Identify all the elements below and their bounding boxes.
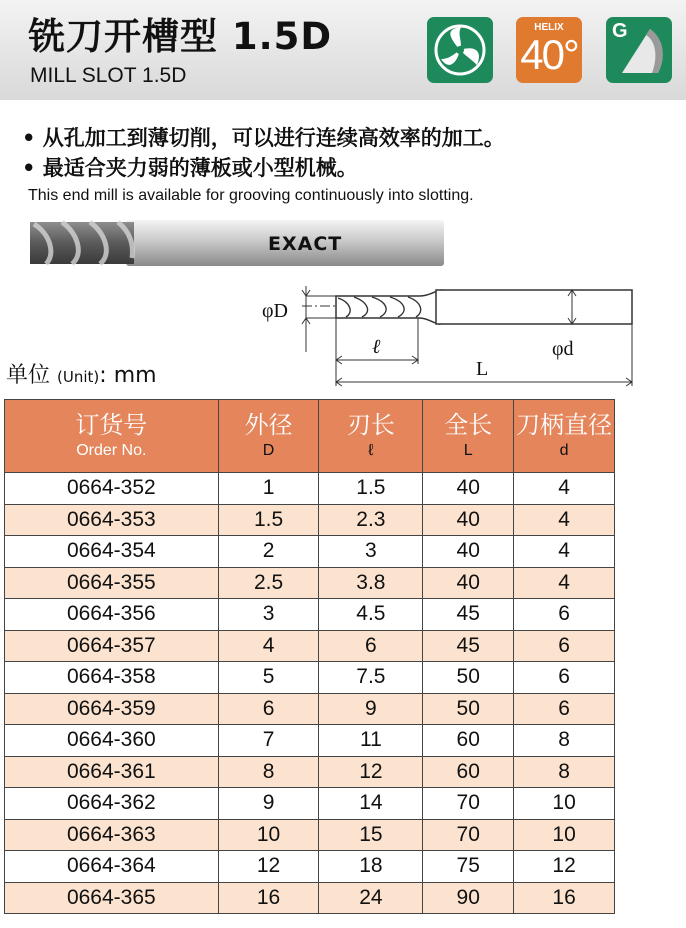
shank-diameter-cell: 8 — [514, 756, 615, 788]
table-row — [5, 788, 615, 820]
shank-diameter-cell: 10 — [514, 819, 615, 851]
helix-angle-badge — [516, 17, 582, 83]
unit-prefix: 单位 — [6, 363, 51, 388]
flute-length-cell: 24 — [319, 882, 423, 914]
order-no-cell: 0664-364 — [5, 851, 219, 883]
dim-flute-length: ℓ — [372, 336, 381, 358]
order-no-cell: 0664-362 — [5, 788, 219, 820]
order-no-cell: 0664-365 — [5, 882, 219, 914]
table-row — [5, 725, 615, 757]
table-row — [5, 630, 615, 662]
table-row — [5, 693, 615, 725]
outer-diameter-cell: 5 — [218, 662, 319, 694]
header-cn: 订货号 — [75, 411, 148, 439]
outer-diameter-cell: 1 — [218, 473, 319, 505]
outer-diameter-cell: 10 — [218, 819, 319, 851]
grade-label: G — [612, 20, 628, 42]
outer-diameter-cell: 7 — [218, 725, 319, 757]
end-mill-photo — [26, 214, 446, 276]
table-row — [5, 504, 615, 536]
order-no-cell: 0664-363 — [5, 819, 219, 851]
table-row — [5, 756, 615, 788]
shank-diameter-cell: 10 — [514, 788, 615, 820]
header-en: ℓ — [368, 442, 374, 459]
outer-diameter-cell: 2.5 — [218, 567, 319, 599]
header-order-no — [5, 400, 219, 473]
outer-diameter-cell: 6 — [218, 693, 319, 725]
flute-length-cell: 14 — [319, 788, 423, 820]
header-cn: 全长 — [444, 411, 493, 439]
overall-length-cell: 45 — [423, 630, 514, 662]
header-cn: 外径 — [244, 411, 293, 439]
flute-length-cell: 18 — [319, 851, 423, 883]
header-shank-diameter — [514, 400, 615, 473]
flute-length-cell: 2.3 — [319, 504, 423, 536]
header-en: D — [262, 442, 275, 459]
overall-length-cell: 90 — [423, 882, 514, 914]
table-row — [5, 662, 615, 694]
shank-diameter-cell: 6 — [514, 662, 615, 694]
order-no-cell: 0664-361 — [5, 756, 219, 788]
outer-diameter-cell: 16 — [218, 882, 319, 914]
order-no-cell: 0664-354 — [5, 536, 219, 568]
helix-angle-value: 40° — [520, 31, 578, 78]
overall-length-cell: 70 — [423, 788, 514, 820]
shank-diameter-cell: 6 — [514, 693, 615, 725]
flute-length-cell: 6 — [319, 630, 423, 662]
order-no-cell: 0664-352 — [5, 473, 219, 505]
flute-length-cell: 3 — [319, 536, 423, 568]
dim-overall-length: L — [476, 358, 489, 380]
dim-shank-diameter: φd — [552, 338, 574, 360]
header-bar — [0, 0, 686, 100]
end-mill-icon — [427, 17, 493, 83]
feature-bullet-2: • 最适合夹力弱的薄板或小型机械。 — [22, 156, 358, 180]
title-english: MILL SLOT 1.5D — [30, 64, 187, 87]
order-no-cell: 0664-353 — [5, 504, 219, 536]
overall-length-cell: 60 — [423, 756, 514, 788]
header-flute-length — [319, 400, 423, 473]
flute-length-cell: 4.5 — [319, 599, 423, 631]
specification-table — [4, 399, 615, 914]
overall-length-cell: 50 — [423, 662, 514, 694]
shank-diameter-cell: 6 — [514, 630, 615, 662]
shank-diameter-cell: 4 — [514, 504, 615, 536]
flute-length-cell: 1.5 — [319, 473, 423, 505]
title-chinese: 铣刀开槽型 1.5D — [28, 15, 333, 58]
shank-diameter-cell: 16 — [514, 882, 615, 914]
grade-g-icon — [606, 17, 672, 83]
header-overall-length — [423, 400, 514, 473]
table-row — [5, 599, 615, 631]
dimension-diagram — [250, 284, 650, 398]
header-en: d — [559, 442, 569, 459]
shank-diameter-cell: 12 — [514, 851, 615, 883]
order-no-cell: 0664-355 — [5, 567, 219, 599]
outer-diameter-cell: 1.5 — [218, 504, 319, 536]
brand-label: EXACT — [268, 233, 343, 255]
header-cn: 刃长 — [346, 411, 395, 439]
dim-outer-diameter: φD — [262, 300, 288, 322]
flute-length-cell: 7.5 — [319, 662, 423, 694]
table-row — [5, 536, 615, 568]
overall-length-cell: 40 — [423, 536, 514, 568]
unit-english: (Unit) — [57, 368, 100, 386]
overall-length-cell: 50 — [423, 693, 514, 725]
description-text: This end mill is available for grooving continuously into slotting. — [28, 187, 474, 204]
shank-diameter-cell: 4 — [514, 536, 615, 568]
overall-length-cell: 70 — [423, 819, 514, 851]
order-no-cell: 0664-360 — [5, 725, 219, 757]
order-no-cell: 0664-359 — [5, 693, 219, 725]
header-en: L — [463, 442, 473, 459]
table-row — [5, 851, 615, 883]
flute-length-cell: 11 — [319, 725, 423, 757]
outer-diameter-cell: 8 — [218, 756, 319, 788]
shank-diameter-cell: 6 — [514, 599, 615, 631]
table-row — [5, 567, 615, 599]
outer-diameter-cell: 2 — [218, 536, 319, 568]
header-en: Order No. — [76, 442, 147, 459]
outer-diameter-cell: 3 — [218, 599, 319, 631]
flute-length-cell: 3.8 — [319, 567, 423, 599]
shank-diameter-cell: 4 — [514, 473, 615, 505]
shank-diameter-cell: 8 — [514, 725, 615, 757]
table-row — [5, 473, 615, 505]
order-no-cell: 0664-357 — [5, 630, 219, 662]
overall-length-cell: 60 — [423, 725, 514, 757]
unit-value: mm — [113, 363, 157, 388]
header-outer-diameter — [218, 400, 319, 473]
table-row — [5, 819, 615, 851]
overall-length-cell: 40 — [423, 473, 514, 505]
order-no-cell: 0664-358 — [5, 662, 219, 694]
unit-colon: : — [99, 363, 107, 388]
table-header-row — [5, 400, 615, 473]
outer-diameter-cell: 12 — [218, 851, 319, 883]
shank-diameter-cell: 4 — [514, 567, 615, 599]
overall-length-cell: 45 — [423, 599, 514, 631]
outer-diameter-cell: 9 — [218, 788, 319, 820]
overall-length-cell: 40 — [423, 504, 514, 536]
flute-length-cell: 9 — [319, 693, 423, 725]
order-no-cell: 0664-356 — [5, 599, 219, 631]
overall-length-cell: 75 — [423, 851, 514, 883]
unit-label — [6, 358, 157, 389]
helix-label: HELIX — [534, 22, 564, 33]
header-cn: 刀柄直径 — [516, 411, 613, 439]
flute-length-cell: 15 — [319, 819, 423, 851]
outer-diameter-cell: 4 — [218, 630, 319, 662]
table-row — [5, 882, 615, 914]
feature-bullet-1: • 从孔加工到薄切削，可以进行连续高效率的加工。 — [22, 126, 505, 150]
flute-length-cell: 12 — [319, 756, 423, 788]
overall-length-cell: 40 — [423, 567, 514, 599]
